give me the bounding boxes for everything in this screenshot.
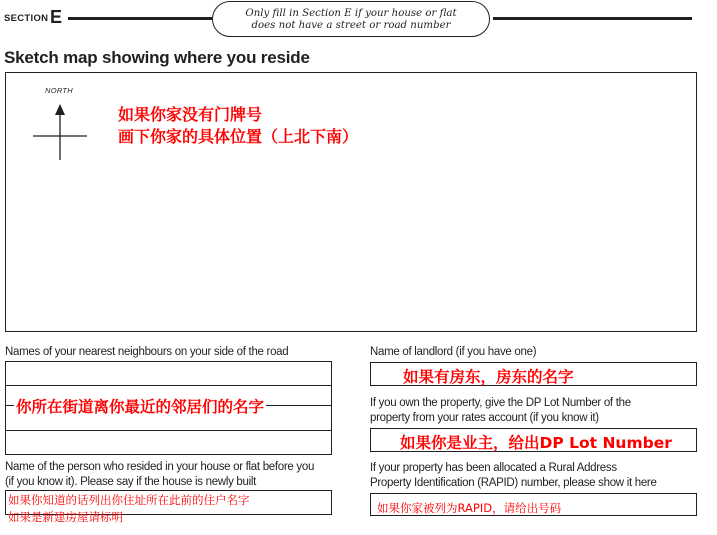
dp-lot-annotation: 如果你是业主，给出DP Lot Number (400, 434, 672, 452)
neighbours-label: Names of your nearest neighbours on your side of the road (5, 346, 289, 358)
north-arrow-icon (33, 104, 87, 160)
instruction-line-1: Only fill in Section E if your house or flat (245, 8, 457, 19)
landlord-annotation: 如果有房东，房东的名字 (403, 368, 574, 386)
section-instruction-note (212, 1, 490, 37)
rapid-annotation: 如果你家被列为RAPID，请给出号码 (377, 501, 562, 515)
sketch-map-title: Sketch map showing where you reside (4, 48, 310, 67)
landlord-label: Name of landlord (if you have one) (370, 346, 537, 358)
dp-lot-label-line-1: If you own the property, give the DP Lot Number of the (370, 397, 631, 409)
north-label: NORTH (45, 86, 74, 95)
previous-resident-annotation-line-2: 如果是新建房屋请标明 (8, 510, 123, 524)
header-rule-left (68, 17, 212, 20)
rapid-label (370, 461, 657, 491)
rapid-label-line-1: If your property has been allocated a Rural Address (370, 462, 617, 474)
section-label: SECTION (4, 13, 49, 24)
neighbours-annotation: 你所在街道离你最近的邻居们的名字 (14, 395, 266, 417)
previous-resident-label-line-2: (if you know it). Please say if the house is newly built (5, 476, 257, 488)
section-letter: E (50, 7, 63, 27)
previous-resident-label-line-1: Name of the person who resided in your house or flat before you (5, 461, 315, 473)
dp-lot-label (370, 396, 631, 426)
neighbours-field-divider (5, 385, 332, 386)
previous-resident-label (5, 460, 314, 490)
header-rule-right (493, 17, 692, 20)
neighbours-field-divider (5, 430, 332, 431)
map-annotation-line-2: 画下你家的具体位置（上北下南） (118, 127, 359, 146)
rapid-label-line-2: Property Identification (RAPID) number, please show it here (370, 477, 657, 489)
previous-resident-annotation-line-1: 如果你知道的话列出你住址所在此前的住户名字 (8, 493, 250, 507)
map-annotation-line-1: 如果你家没有门牌号 (118, 105, 263, 124)
sketch-map-area[interactable] (5, 72, 697, 332)
instruction-line-2: does not have a street or road number (251, 20, 451, 31)
dp-lot-label-line-2: property from your rates account (if you know it) (370, 412, 599, 424)
